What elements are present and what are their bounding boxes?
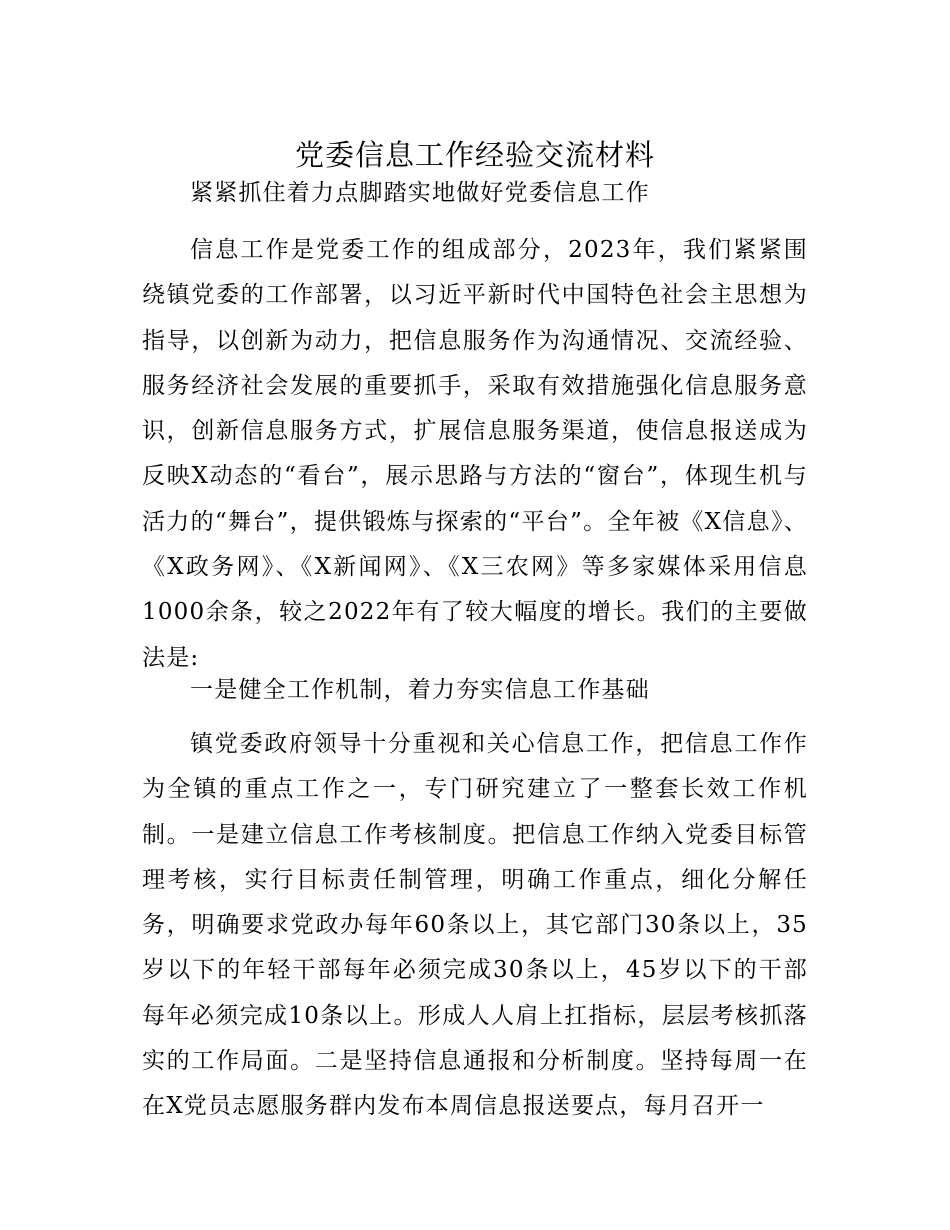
paragraph-section-1: 镇党委政府领导十分重视和关心信息工作，把信息工作作为全镇的重点工作之一，专门研究建立了一整套长效工作机制。一是建立信息工作考核制度。把信息工作纳入党委目标管理考核，实行目标责任制管理，明确工作重点，细化分解任务，明确要求党政办每年60条以上，其它部门30条以上，35岁以下的年轻干部每年必须完成30条以上，45岁以下的干部每年必须完成10条以上。形成人人肩上扛指标，层层考核抓落实的工作局面。二是坚持信息通报和分析制度。坚持每周一在在X党员志愿服务群内发布本周信息报送要点，每月召开一 [142, 731, 808, 1120]
paragraph-intro: 信息工作是党委工作的组成部分，2023年，我们紧紧围绕镇党委的工作部署，以习近平新时代中国特色社会主思想为指导，以创新为动力，把信息服务作为沟通情况、交流经验、服务经济社会发展的重要抓手，采取有效措施强化信息服务意识，创新信息服务方式，扩展信息服务渠道，使信息报送成为反映X动态的“看台”，展示思路与方法的“窗台”，体现生机与活力的“舞台”，提供锻炼与探索的“平台”。全年被《X信息》、《X政务网》、《X新闻网》、《X三农网》等多家媒体采用信息1000余条，较之2022年有了较大幅度的增长。我们的主要做法是: [142, 237, 808, 671]
document-subtitle: 紧紧抓住着力点脚踏实地做好党委信息工作 [190, 180, 650, 206]
section-heading-1: 一是健全工作机制，着力夯实信息工作基础 [190, 677, 650, 703]
document-title: 党委信息工作经验交流材料 [294, 138, 655, 173]
